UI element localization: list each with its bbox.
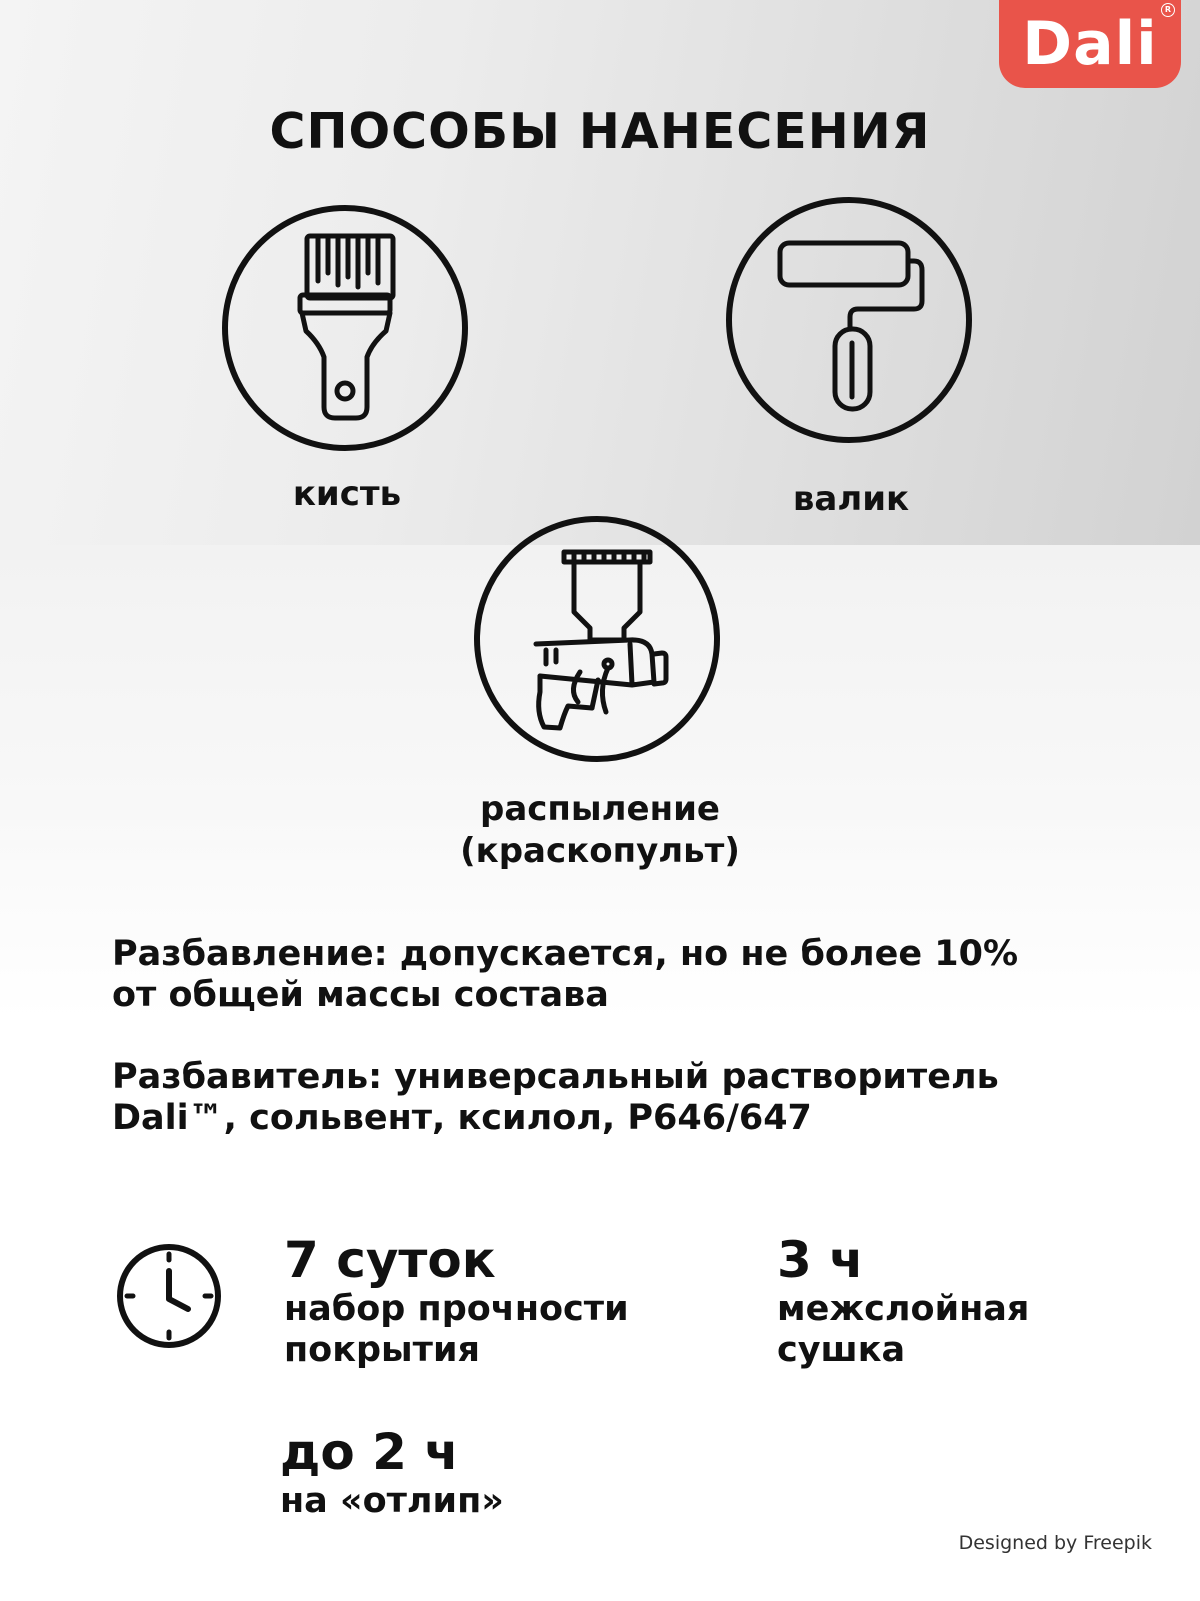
method-label-brush [242,473,452,515]
stat-desc-line: межслойная [777,1289,1030,1329]
stat-value-interlayer: 3 ч [777,1231,864,1289]
dilution-line: Разбавление: допускается, но не более 10% [112,934,1019,974]
dilution-line: от общей массы состава [112,975,609,1015]
page-title: СПОСОБЫ НАНЕСЕНИЯ [269,103,931,160]
thinner-line: Разбавитель: универсальный растворитель [112,1057,999,1097]
stat-desc-strength [284,1289,629,1371]
paint-roller-icon [726,197,972,443]
image-credit: Designed by Freepik [958,1532,1152,1554]
method-label-roller [746,478,956,520]
method-label-spray [418,788,782,872]
stat-desc-line: покрытия [284,1330,480,1370]
thinner-note [112,1057,1112,1139]
method-label-line: валик [792,479,910,519]
brand-logo-text: Dali [1022,9,1158,79]
stat-desc-line: сушка [777,1330,906,1370]
stat-desc-line: набор прочности [284,1289,629,1329]
spray-gun-icon [474,516,720,762]
stat-desc-interlayer [777,1289,1029,1371]
dilution-note [112,934,1112,1016]
brand-logo [999,0,1181,88]
thinner-line: Dali™, сольвент, ксилол, Р646/647 [112,1098,812,1138]
paint-brush-icon [222,205,468,451]
registered-mark: R [1161,3,1175,17]
stat-value-tackfree: до 2 ч [280,1423,459,1481]
method-label-line: (краскопульт) [460,831,740,871]
stat-desc-line: на «отлип» [280,1481,504,1521]
stat-desc-tackfree [280,1481,504,1522]
clock-icon [114,1241,224,1351]
method-label-line: кисть [292,474,402,514]
method-label-line: распыление [479,789,720,829]
stat-value-strength: 7 суток [284,1231,496,1289]
